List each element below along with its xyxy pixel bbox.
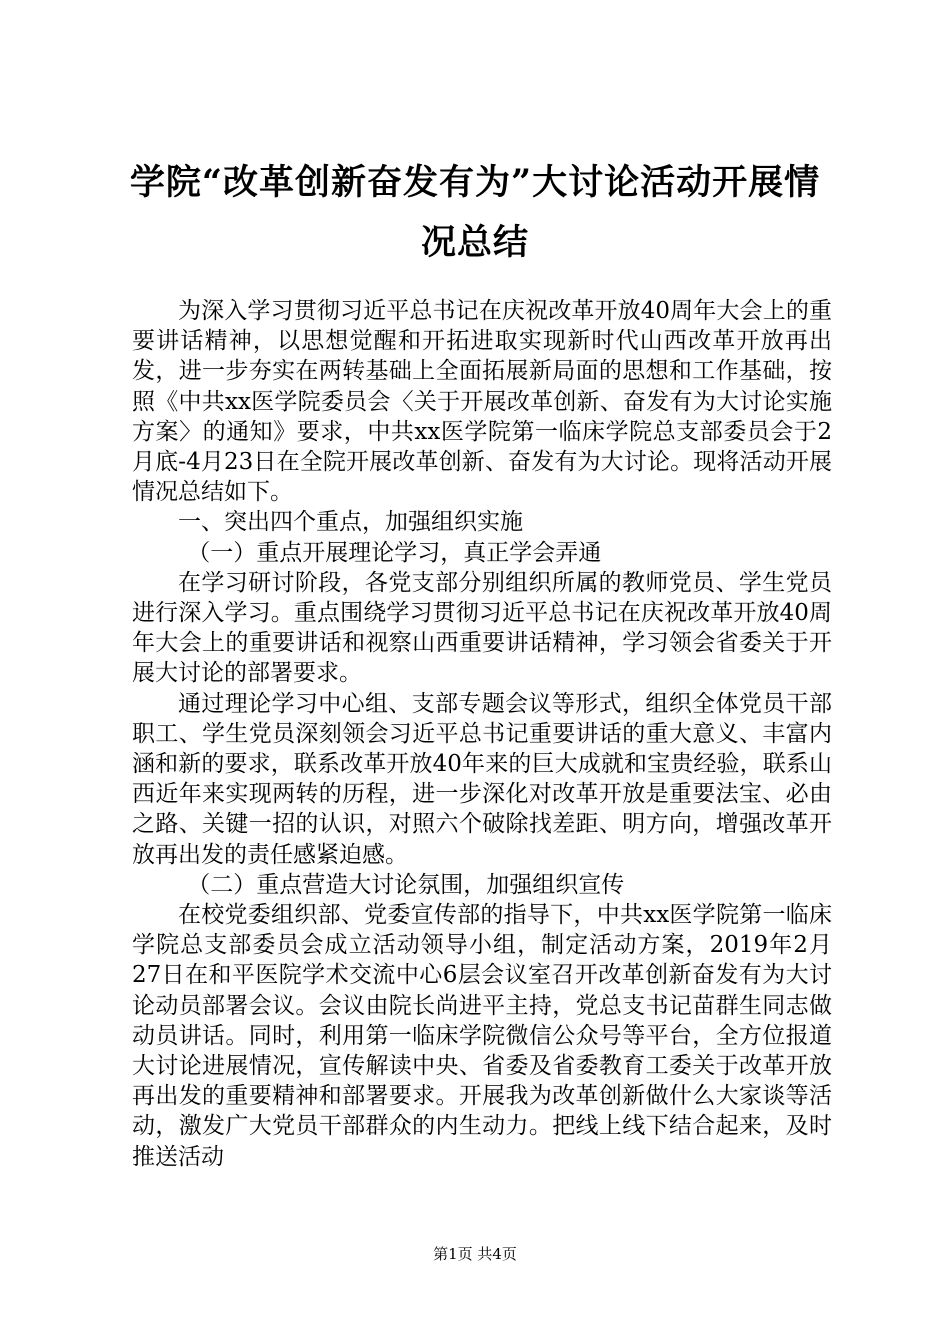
subsection-heading-2: （二）重点营造大讨论氛围，加强组织宣传 — [187, 871, 625, 898]
subsection-heading-1: （一）重点开展理论学习，真正学会弄通 — [187, 539, 602, 566]
paragraph-publicity: 在校党委组织部、党委宣传部的指导下，中共xx医学院第一临床学院总支部委员会成立活动领导小组，制定活动方案，2019年2月27日在和平医院学术交流中心6层会议室召开改革创新奋发有为大讨论动员部署会议。会议由院长尚进平主持，党总支书记苗群生同志做动员讲话。同时，利用第一临床学院微信公众号等平台，全方位报道大讨论进展情况，宣传解读中央、省委及省委教育工委关于改革开放再出发的重要精神和部署要求。开展我为改革创新做什么大家谈等活动，激发广大党员干部群众的内生动力。把线上线下结合起来，及时推送活动 — [132, 902, 832, 1170]
document-title-line-1: 学院“改革创新奋发有为”大讨论活动开展情 — [129, 162, 821, 203]
paragraph-study-phase: 在学习研讨阶段，各党支部分别组织所属的教师党员、学生党员进行深入学习。重点围绕学习贯彻习近平总书记在庆祝改革开放40周年大会上的重要讲话和视察山西重要讲话精神，学习领会省委关于开展大讨论的部署要求。 — [132, 569, 832, 687]
section-heading-1: 一、突出四个重点，加强组织实施 — [178, 509, 523, 536]
document-body — [132, 296, 832, 1172]
paragraph-theory-study: 通过理论学习中心组、支部专题会议等形式，组织全体党员干部职工、学生党员深刻领会习近平总书记重要讲话的重大意义、丰富内涵和新的要求，联系改革开放40年来的巨大成就和宝贵经验，联系山西近年来实现两转的历程，进一步深化对改革开放是重要法宝、必由之路、关键一招的认识，对照六个破除找差距、明方向，增强改革开放再出发的责任感紧迫感。 — [132, 690, 832, 868]
paragraph-intro: 为深入学习贯彻习近平总书记在庆祝改革开放40周年大会上的重要讲话精神，以思想觉醒和开拓进取实现新时代山西改革开放再出发，进一步夯实在两转基础上全面拓展新局面的思想和工作基础，按照《中共xx医学院委员会〈关于开展改革创新、奋发有为大讨论实施方案〉的通知》要求，中共xx医学院第一临床学院总支部委员会于2月底-4月23日在全院开展改革创新、奋发有为大讨论。现将活动开展情况总结如下。 — [132, 298, 832, 506]
document-title-line-2: 况总结 — [420, 222, 529, 263]
page-footer: 第1页 共4页 — [433, 1245, 517, 1263]
